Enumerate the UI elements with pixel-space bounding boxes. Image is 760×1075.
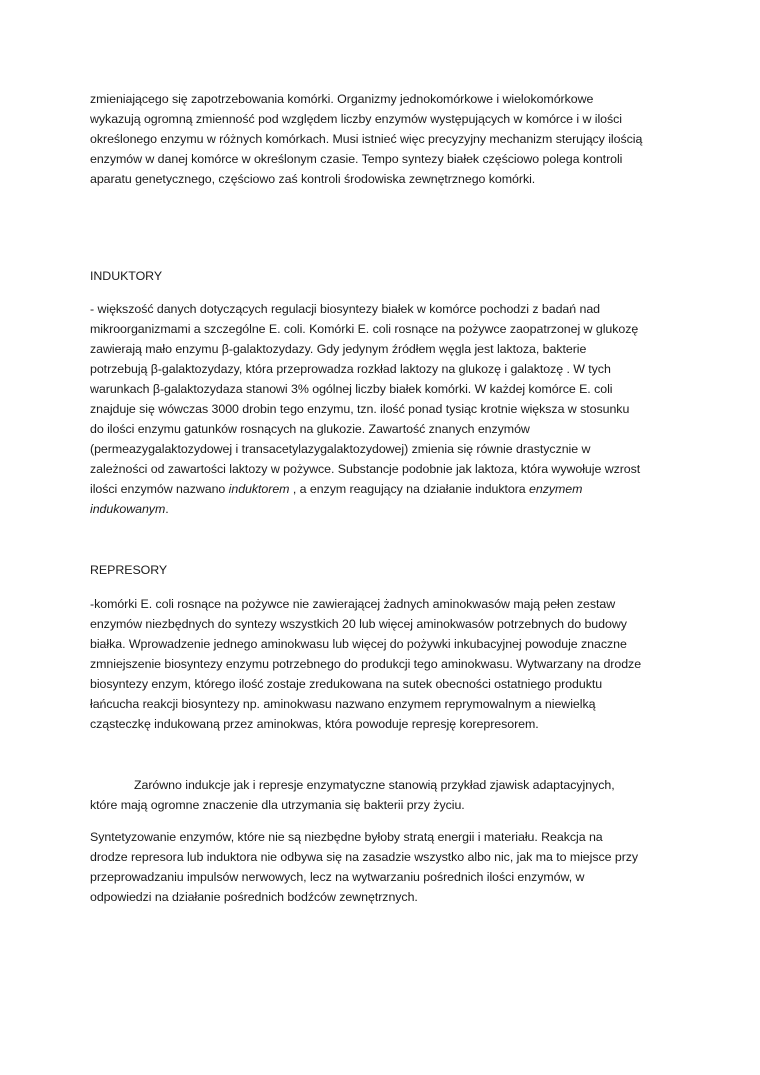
text-line: (permeazygalaktozydowej i transacetylazygalaktozydowej) zmienia się równie drastycznie w	[90, 442, 591, 456]
text-line: określonego enzymu w różnych komórkach. Musi istnieć więc precyzyjny mechanizm sterujący ilością	[90, 132, 643, 146]
text-line: zmniejszenie biosyntezy enzymu potrzebnego do produkcji tego aminokwasu. Wytwarzany na drodze	[90, 657, 642, 671]
final-paragraph	[90, 827, 680, 907]
text-line: - większość danych dotyczących regulacji biosyntezy białek w komórce pochodzi z badań nad	[90, 302, 601, 316]
text-line	[90, 499, 680, 519]
text-line: zmieniającego się zapotrzebowania komórki. Organizmy jednokomórkowe i wielokomórkowe	[90, 92, 594, 106]
text-line: -komórki E. coli rosnące na pożywce nie zawierającej żadnych aminokwasów mają pełen zestaw	[90, 597, 616, 611]
text-line: cząsteczkę indukowaną przez aminokwas, która powoduje represję korepresorem.	[90, 717, 539, 731]
text-line: przeprowadzaniu impulsów nerwowych, lecz na wytwarzaniu pośrednich ilości enzymów, w	[90, 870, 585, 884]
term-enzyme-end: indukowanym	[90, 502, 166, 516]
text-line: odpowiedzi na działanie pośrednich bodźców zewnętrznych.	[90, 890, 418, 904]
term-induktor: induktorem	[228, 482, 290, 496]
text-fragment: .	[165, 502, 169, 516]
text-line: które mają ogromne znaczenie dla utrzymania się bakterii przy życiu.	[90, 798, 465, 812]
section-heading-induktory: INDUKTORY	[90, 269, 163, 283]
text-line: łańcucha reakcji biosyntezy np. aminokwasu nazwano enzymem reprymowalnym a niewielką	[90, 697, 596, 711]
text-line: zależności od zawartości laktozy w pożywce. Substancje podobnie jak laktoza, która wywołuje wzrost	[90, 462, 641, 476]
text-line: potrzebują β-galaktozydazy, która przeprowadza rozkład laktozy na glukozę i galaktozę . W tych	[90, 362, 611, 376]
text-line: zawierają mało enzymu β-galaktozydazy. Gdy jedynym źródłem węgla jest laktoza, bakterie	[90, 342, 587, 356]
induktory-paragraph	[90, 299, 680, 519]
text-line: biosyntezy enzym, którego ilość zostaje zredukowana na sutek obecności ostatniego produktu	[90, 677, 603, 691]
section-heading-represory: REPRESORY	[90, 563, 168, 577]
text-fragment: , a enzym reagujący na działanie induktora	[289, 482, 530, 496]
text-line: warunkach β-galaktozydaza stanowi 3% ogólnej liczby białek komórki. W każdej komórce E. coli	[90, 382, 613, 396]
text-line: wykazują ogromną zmienność pod względem liczby enzymów występujących w komórce i w ilości	[90, 112, 622, 126]
text-line: Zarówno indukcje jak i represje enzymatyczne stanowią przykład zjawisk adaptacyjnych,	[134, 778, 615, 792]
represory-paragraph	[90, 594, 680, 734]
text-line: do ilości enzymu gatunków rosnących na glukozie. Zawartość znanych enzymów	[90, 422, 530, 436]
text-line: białka. Wprowadzenie jednego aminokwasu lub więcej do pożywki inkubacyjnej powoduje znaczne	[90, 637, 627, 651]
term-enzyme-start: enzymem	[529, 482, 583, 496]
intro-paragraph	[90, 89, 680, 189]
summary-paragraph	[90, 775, 680, 815]
text-line: Syntetyzowanie enzymów, które nie są niezbędne byłoby stratą energii i materiału. Reakcja na	[90, 830, 603, 844]
text-fragment: ilości enzymów nazwano	[90, 482, 229, 496]
text-line: mikroorganizmami a szczególne E. coli. Komórki E. coli rosnące na pożywce zaopatrzonej w glukozę	[90, 322, 639, 336]
text-line: enzymów niezbędnych do syntezy wszystkich 20 lub więcej aminokwasów potrzebnych do budowy	[90, 617, 627, 631]
text-line	[90, 479, 680, 499]
text-line: znajduje się wówczas 3000 drobin tego enzymu, tzn. ilość ponad tysiąc krotnie większa w stosunku	[90, 402, 630, 416]
text-line: aparatu genetycznego, częściowo zaś kontroli środowiska zewnętrznego komórki.	[90, 172, 536, 186]
text-line: drodze represora lub induktora nie odbywa się na zasadzie wszystko albo nic, jak ma to miejsce przy	[90, 850, 639, 864]
text-line: enzymów w danej komórce w określonym czasie. Tempo syntezy białek częściowo polega kontroli	[90, 152, 623, 166]
